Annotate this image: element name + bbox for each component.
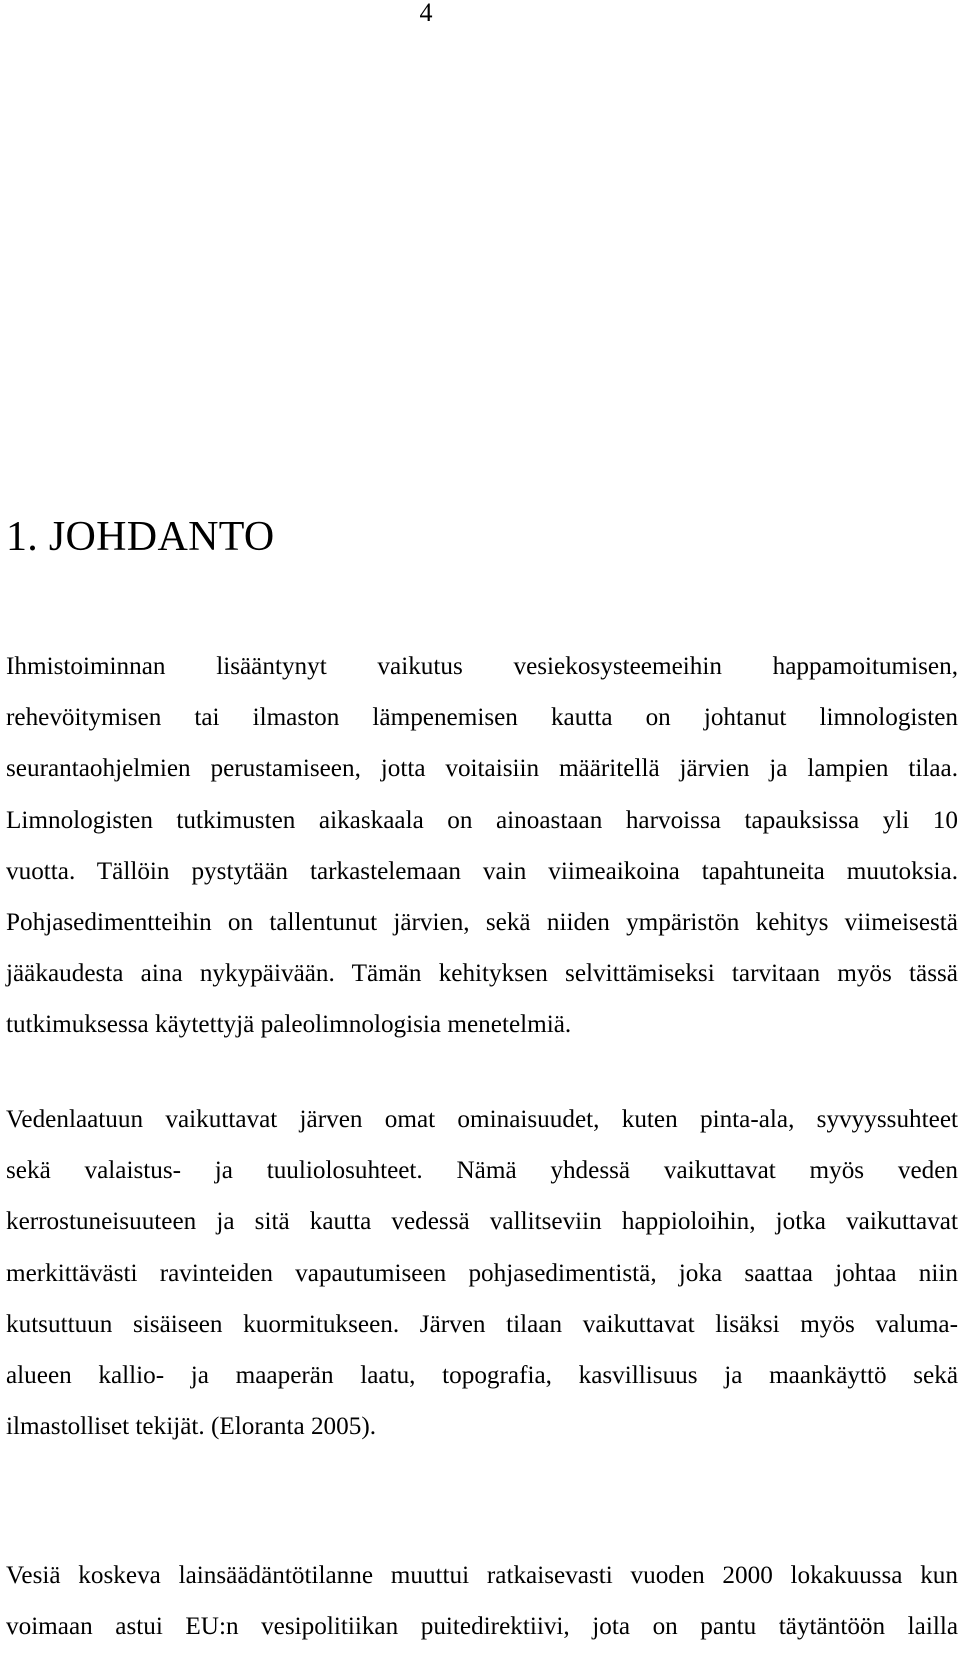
text-line: kerrostuneisuuteen ja sitä kautta vedessä vallitseviin happioloihin, jotka vaikuttavat bbox=[6, 1208, 958, 1236]
text-line: voimaan astui EU:n vesipolitiikan puitedirektiivi, jota on pantu täytäntöön lailla bbox=[6, 1613, 958, 1641]
text-line: ilmastolliset tekijät. (Eloranta 2005). bbox=[6, 1413, 377, 1441]
text-line: Ihmistoiminnan lisääntynyt vaikutus vesiekosysteemeihin happamoitumisen, bbox=[6, 653, 958, 680]
text-line: sekä valaistus- ja tuuliolosuhteet. Nämä yhdessä vaikuttavat myös veden bbox=[6, 1157, 958, 1185]
text-line: jääkaudesta aina nykypäivään. Tämän kehityksen selvittämiseksi tarvitaan myös tässä bbox=[6, 960, 958, 988]
text-line: vuotta. Tällöin pystytään tarkastelemaan vain viimeaikoina tapahtuneita muutoksia. bbox=[6, 857, 958, 885]
text-line: Pohjasedimentteihin on tallentunut järvien, sekä niiden ympäristön kehitys viimeisestä bbox=[6, 909, 958, 937]
text-line: Vesiä koskeva lainsäädäntötilanne muuttui ratkaisevasti vuoden 2000 lokakuussa kun bbox=[6, 1562, 958, 1589]
paragraph-water-quality bbox=[6, 1094, 958, 1452]
text-line: Vedenlaatuun vaikuttavat järven omat ominaisuudet, kuten pinta-ala, syvyyssuhteet bbox=[6, 1106, 958, 1133]
text-line: seurantaohjelmien perustamiseen, jotta voitaisiin määritellä järvien ja lampien tilaa. bbox=[6, 755, 958, 783]
text-line: tutkimuksessa käytettyjä paleolimnologisia menetelmiä. bbox=[6, 1011, 572, 1039]
chapter-heading: 1. JOHDANTO bbox=[6, 514, 275, 560]
text-line: kutsuttuun sisäiseen kuormitukseen. Järven tilaan vaikuttavat lisäksi myös valuma- bbox=[6, 1310, 958, 1338]
text-line: alueen kallio- ja maaperän laatu, topografia, kasvillisuus ja maankäyttö sekä bbox=[6, 1362, 958, 1390]
paragraph-legislation bbox=[6, 1550, 958, 1652]
text-line: Limnologisten tutkimusten aikaskaala on ainoastaan harvoissa tapauksissa yli 10 bbox=[6, 806, 958, 834]
paragraph-intro bbox=[6, 641, 958, 1051]
page-number: 4 bbox=[419, 0, 433, 27]
text-line: merkittävästi ravinteiden vapautumiseen pohjasedimentistä, joka saattaa johtaa niin bbox=[6, 1259, 958, 1287]
text-line: rehevöitymisen tai ilmaston lämpenemisen kautta on johtanut limnologisten bbox=[6, 704, 958, 732]
